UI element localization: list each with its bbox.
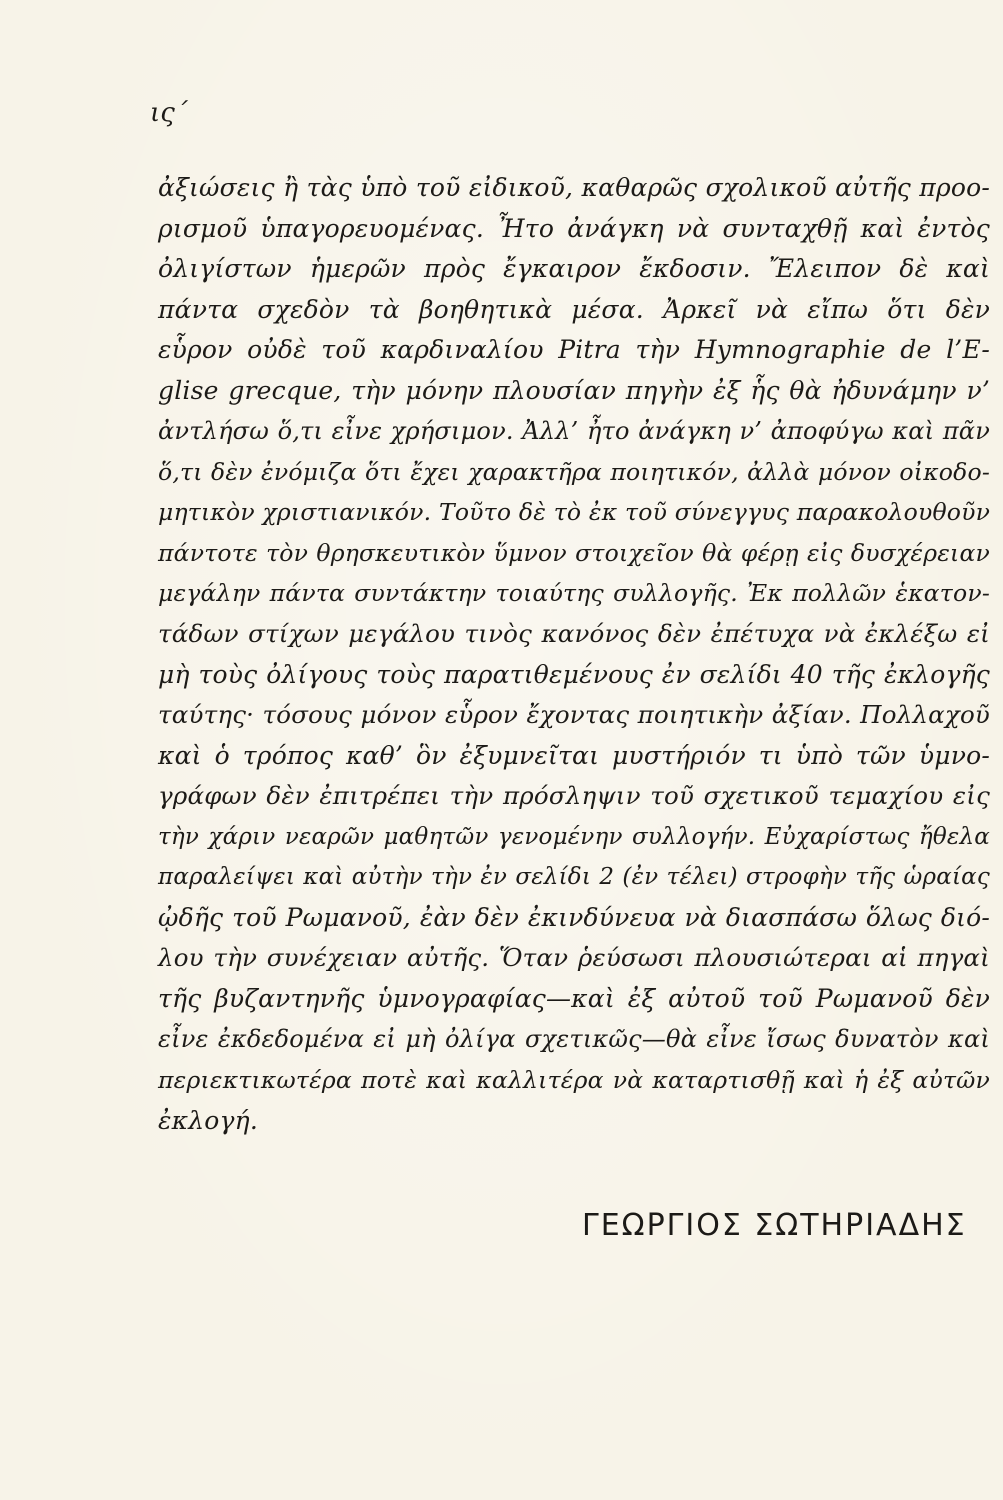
text-line: πάντοτε τὸν θρησκευτικὸν ὕμνον στοιχεῖον θὰ φέρῃ εἰς δυσχέρειαν bbox=[158, 538, 990, 567]
text-line: μητικὸν χριστιανικόν. Τοῦτο δὲ τὸ ἐκ τοῦ σύνεγγυς παρακολουθοῦν bbox=[158, 498, 991, 527]
text-line: περιεκτικωτέρα ποτὲ καὶ καλλιτέρα νὰ καταρτισθῇ καὶ ἡ ἐξ αὐτῶν bbox=[158, 1066, 990, 1095]
body-text bbox=[158, 168, 990, 1141]
text-line: παραλείψει καὶ αὐτὴν τὴν ἐν σελίδι 2 (ἐν τέλει) στροφὴν τῆς ὡραίας bbox=[158, 864, 990, 891]
text-line: ρισμοῦ ὑπαγορευομένας. Ἦτο ἀνάγκη νὰ συνταχθῇ καὶ ἐντὸς bbox=[158, 213, 990, 243]
text-line: ταύτης· τόσους μόνον εὗρον ἔχοντας ποιητικὴν ἀξίαν. Πολλαχοῦ bbox=[158, 700, 990, 730]
text-line: glise grecque, τὴν μόνην πλουσίαν πηγὴν ἐξ ἧς θὰ ἠδυνάμην ν’ bbox=[158, 375, 990, 405]
text-line: ὀλιγίστων ἡμερῶν πρὸς ἔγκαιρον ἔκδοσιν. Ἔλειπον δὲ καὶ bbox=[158, 254, 990, 284]
text-line: ὅ,τι δὲν ἐνόμιζα ὅτι ἔχει χαρακτῆρα ποιητικόν, ἀλλὰ μόνον οἰκοδο- bbox=[158, 457, 990, 486]
text-line: τάδων στίχων μεγάλου τινὸς κανόνος δὲν ἐπέτυχα νὰ ἐκλέξω εἰ bbox=[158, 619, 990, 649]
text-line: ἐκλογή. bbox=[158, 1105, 258, 1135]
text-line: ἀντλήσω ὅ,τι εἶνε χρήσιμον. Ἀλλ’ ἦτο ἀνάγκη ν’ ἀποφύγω καὶ πᾶν bbox=[158, 417, 990, 446]
page-number: ις΄ bbox=[150, 98, 188, 128]
text-line: γράφων δὲν ἐπιτρέπει τὴν πρόσληψιν τοῦ σχετικοῦ τεμαχίου εἰς bbox=[158, 781, 990, 811]
text-line: εὗρον οὐδὲ τοῦ καρδιναλίου Pitra τὴν Hymnographie de l’E- bbox=[158, 335, 990, 365]
text-line: τῆς βυζαντηνῆς ὑμνογραφίας—καὶ ἐξ αὐτοῦ τοῦ Ρωμανοῦ δὲν bbox=[158, 983, 990, 1013]
text-line: πάντα σχεδὸν τὰ βοηθητικὰ μέσα. Ἀρκεῖ νὰ εἴπω ὅτι δὲν bbox=[158, 294, 990, 324]
text-line: ᾠδῆς τοῦ Ρωμανοῦ, ἐὰν δὲν ἐκινδύνευα νὰ διασπάσω ὅλως διό- bbox=[158, 902, 990, 932]
text-line: μὴ τοὺς ὀλίγους τοὺς παρατιθεμένους ἐν σελίδι 40 τῆς ἐκλογῆς bbox=[158, 659, 990, 689]
text-line: καὶ ὁ τρόπος καθ’ ὃν ἐξυμνεῖται μυστήριόν τι ὑπὸ τῶν ὑμνο- bbox=[158, 740, 990, 770]
text-line: εἶνε ἐκδεδομένα εἰ μὴ ὀλίγα σχετικῶς—θὰ εἶνε ἴσως δυνατὸν καὶ bbox=[158, 1025, 990, 1054]
text-line: μεγάλην πάντα συντάκτην τοιαύτης συλλογῆς. Ἐκ πολλῶν ἑκατον- bbox=[158, 579, 990, 608]
text-line: λου τὴν συνέχειαν αὐτῆς. Ὅταν ῥεύσωσι πλουσιώτεραι αἱ πηγαὶ bbox=[158, 943, 990, 973]
text-line: τὴν χάριν νεαρῶν μαθητῶν γενομένην συλλογήν. Εὐχαρίστως ἤθελα bbox=[158, 823, 990, 850]
author-signature: ΓΕΩΡΓΙΟΣ ΣΩΤΗΡΙΑΔΗΣ bbox=[582, 1208, 967, 1243]
text-line: ἀξιώσεις ἢ τὰς ὑπὸ τοῦ εἰδικοῦ, καθαρῶς σχολικοῦ αὐτῆς προο- bbox=[158, 173, 990, 202]
